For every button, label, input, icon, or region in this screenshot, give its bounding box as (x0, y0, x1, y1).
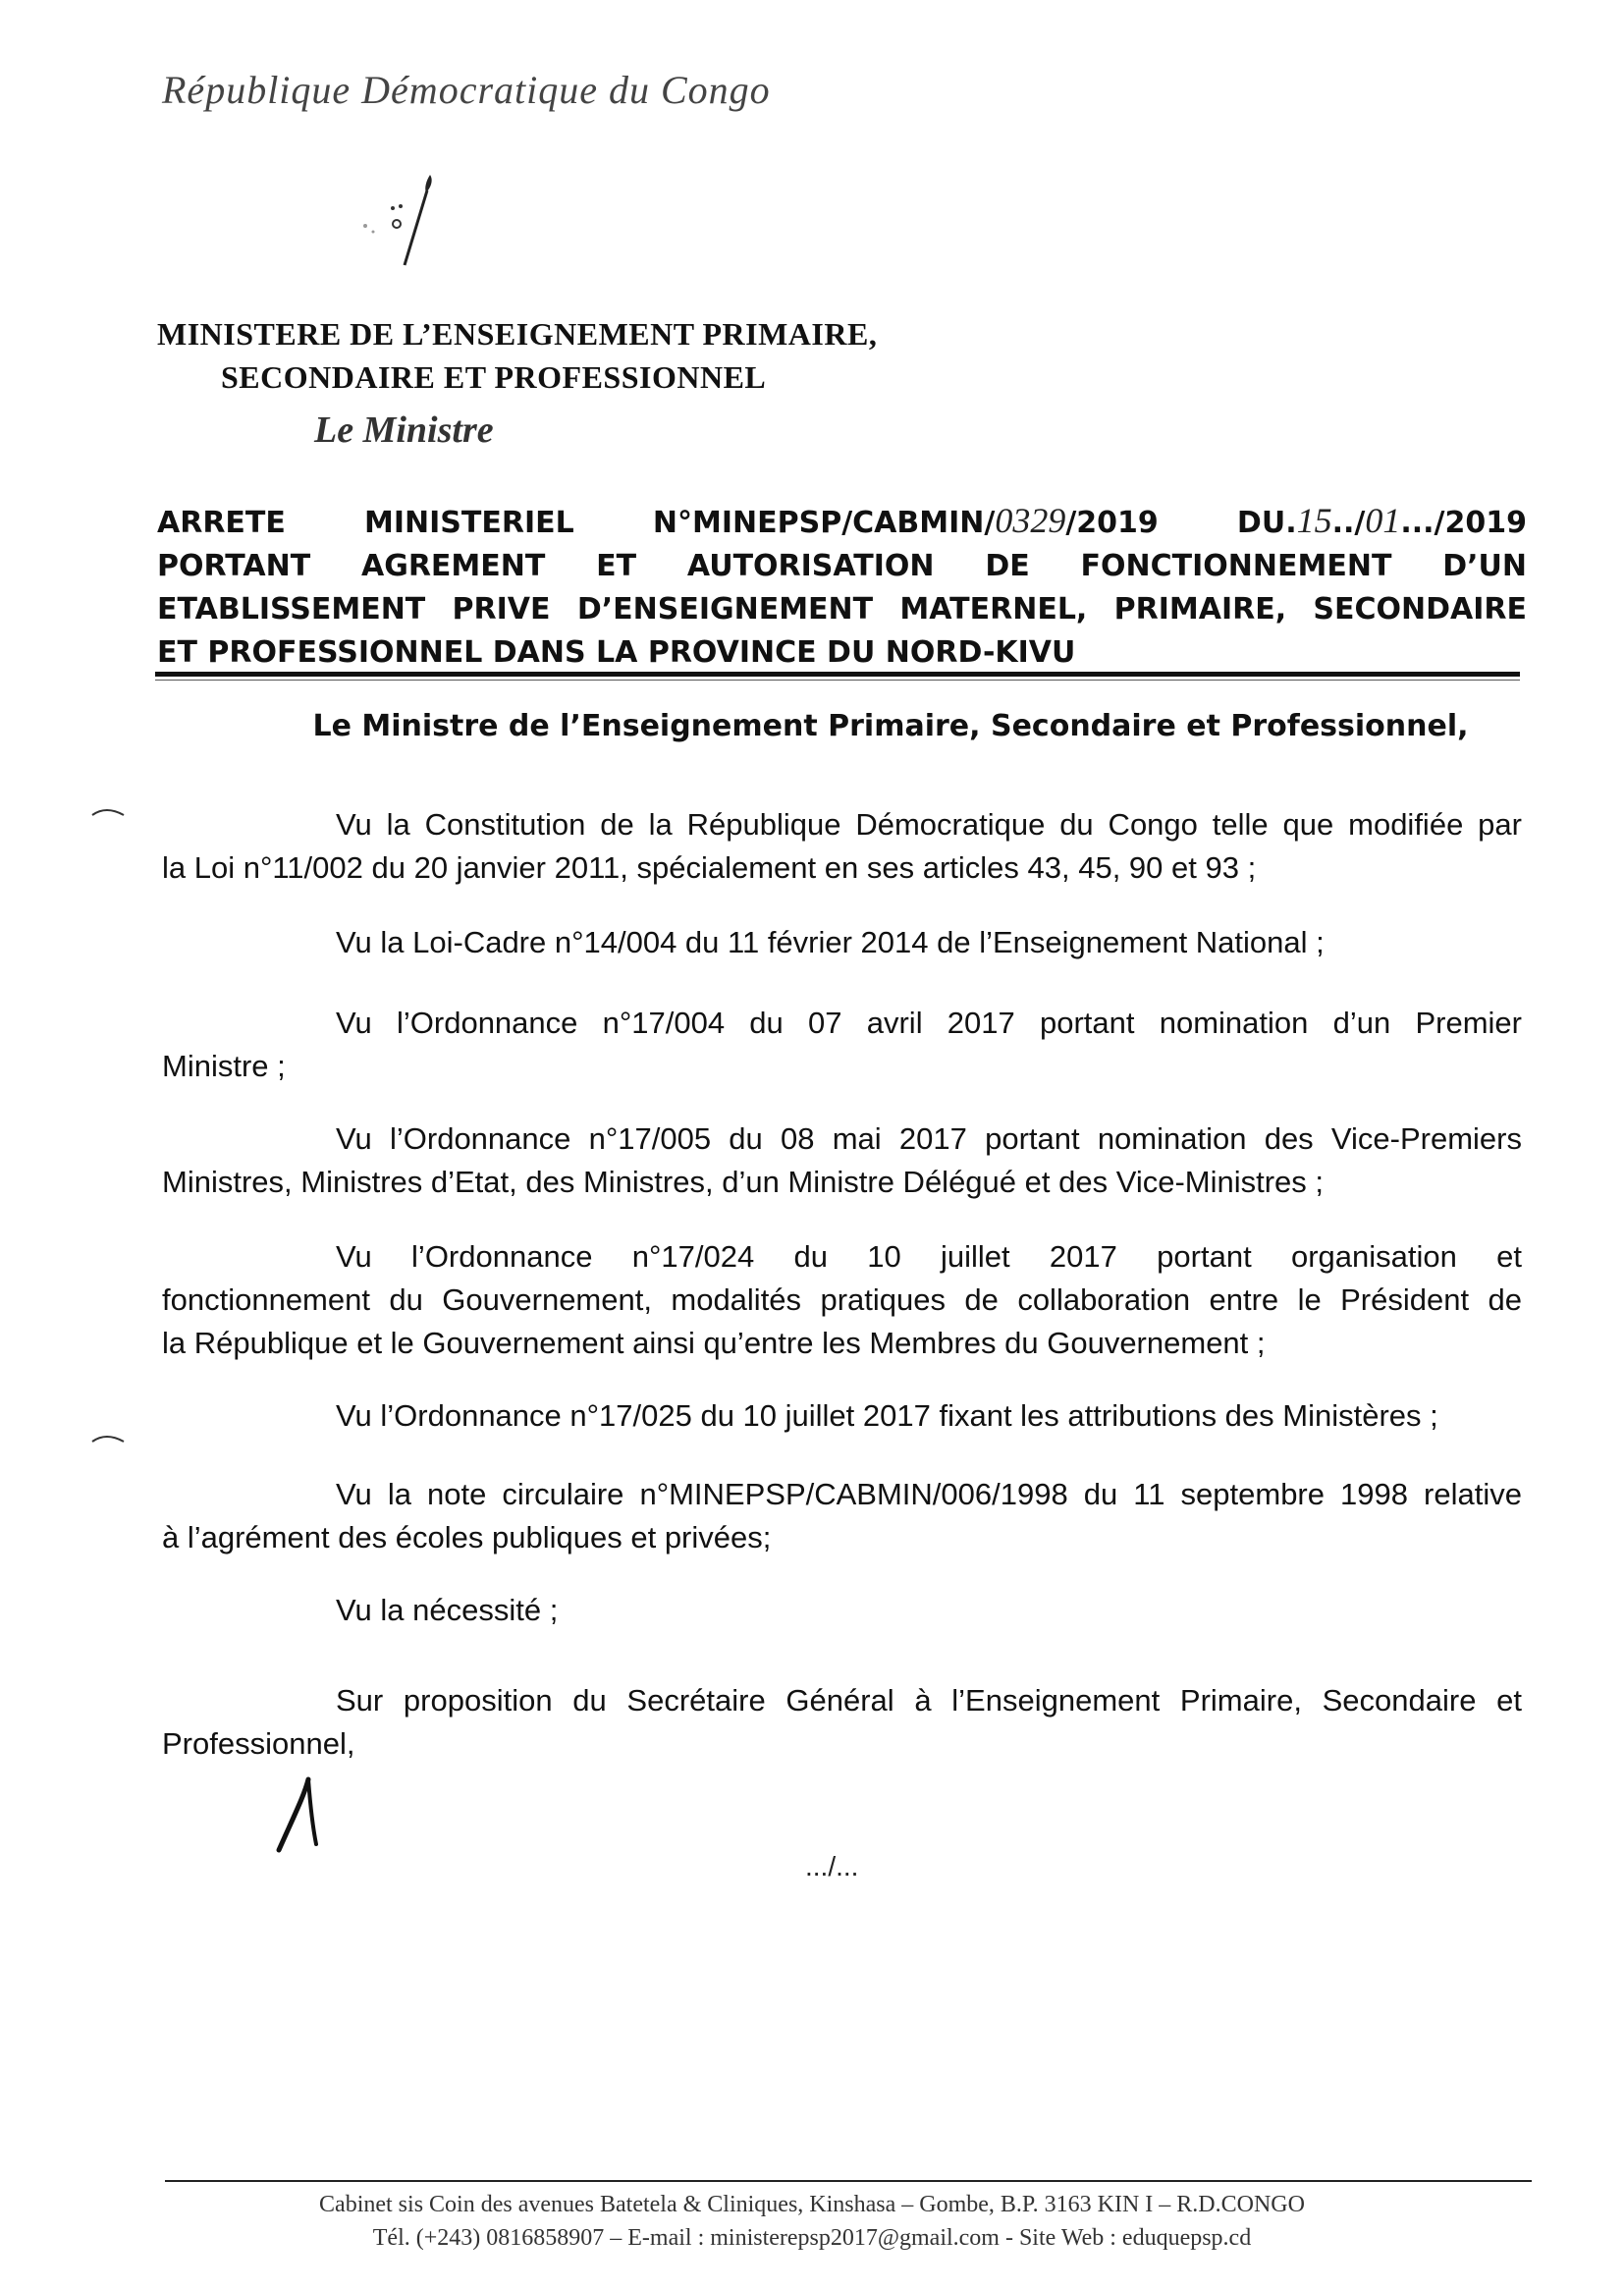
decree-title (157, 499, 1527, 675)
decree-title-line4: ET PROFESSIONNEL DANS LA PROVINCE DU NORD-KIVU (157, 635, 1076, 670)
initials-signature-icon (265, 1775, 324, 1854)
minister-intro: Le Ministre de l’Enseignement Primaire, Secondaire et Professionnel, (312, 709, 1469, 743)
decree-title-line1: ARRETE MINISTERIEL N°MINEPSP/CABMIN/0329/2019 DU.15../01.../2019 (157, 501, 1527, 540)
paragraph-ordonnance-17-004: Vu l’Ordonnance n°17/004 du 07 avril 2017 portant nomination d’un Premier Ministre ; (162, 1006, 1522, 1083)
margin-mark-icon (90, 805, 126, 819)
ministry-name-line1: MINISTERE DE L’ENSEIGNEMENT PRIMAIRE, (157, 316, 878, 352)
footer-address: Cabinet sis Coin des avenues Batetela & Cliniques, Kinshasa – Gombe, B.P. 3163 KIN I – R.D.CONGO (319, 2192, 1305, 2217)
handwritten-decree-number: 0329 (995, 501, 1066, 540)
paragraph-proposition: Sur proposition du Secrétaire Général à l’Enseignement Primaire, Secondaire et Professionnel, (162, 1683, 1522, 1761)
paragraph-ordonnance-17-005: Vu l’Ordonnance n°17/005 du 08 mai 2017 portant nomination des Vice-Premiers Ministres, Ministres d’Etat, des Ministres, d’un Ministre Délégué et des Vice-Ministres ; (162, 1121, 1522, 1199)
title-divider-thin (155, 680, 1520, 681)
paragraph-necessite: Vu la nécessité ; (336, 1593, 559, 1627)
title-divider (155, 672, 1520, 677)
paragraph-note-circulaire: Vu la note circulaire n°MINEPSP/CABMIN/006/1998 du 11 septembre 1998 relative à l’agrément des écoles publiques et privées; (162, 1477, 1522, 1554)
footer-divider (165, 2180, 1532, 2182)
paragraph-ordonnance-17-024: Vu l’Ordonnance n°17/024 du 10 juillet 2017 portant organisation et fonctionnement du Gouvernement, modalités pratiques de collaboration entre le Président de la République et le Gouvernement ainsi qu’entre les Membres du Gouvernement ; (162, 1239, 1522, 1360)
handwritten-month: 01 (1365, 501, 1401, 540)
paragraph-ordonnance-17-025: Vu l’Ordonnance n°17/025 du 10 juillet 2017 fixant les attributions des Ministères ; (336, 1398, 1438, 1433)
margin-mark-icon (90, 1432, 126, 1445)
paragraph-constitution: Vu la Constitution de la République Démocratique du Congo telle que modifiée par la Loi n°11/002 du 20 janvier 2011, spécialement en ses articles 43, 45, 90 et 93 ; (162, 807, 1522, 885)
emblem-icon (344, 167, 452, 275)
ministry-name-line2: SECONDAIRE ET PROFESSIONNEL (221, 359, 767, 395)
page-continuation: .../... (805, 1851, 859, 1881)
paragraph-loi-cadre: Vu la Loi-Cadre n°14/004 du 11 février 2014 de l’Enseignement National ; (336, 925, 1325, 959)
decree-title-line2: PORTANT AGREMENT ET AUTORISATION DE FONCTIONNEMENT D’UN (157, 549, 1527, 583)
footer-contact: Tél. (+243) 0816858907 – E-mail : ministerepsp2017@gmail.com - Site Web : eduquepsp.cd (372, 2225, 1252, 2251)
republic-header: République Démocratique du Congo (162, 68, 771, 112)
le-ministre-heading: Le Ministre (314, 409, 494, 451)
handwritten-day: 15 (1296, 501, 1332, 540)
decree-title-line3: ETABLISSEMENT PRIVE D’ENSEIGNEMENT MATERNEL, PRIMAIRE, SECONDAIRE (157, 592, 1527, 627)
